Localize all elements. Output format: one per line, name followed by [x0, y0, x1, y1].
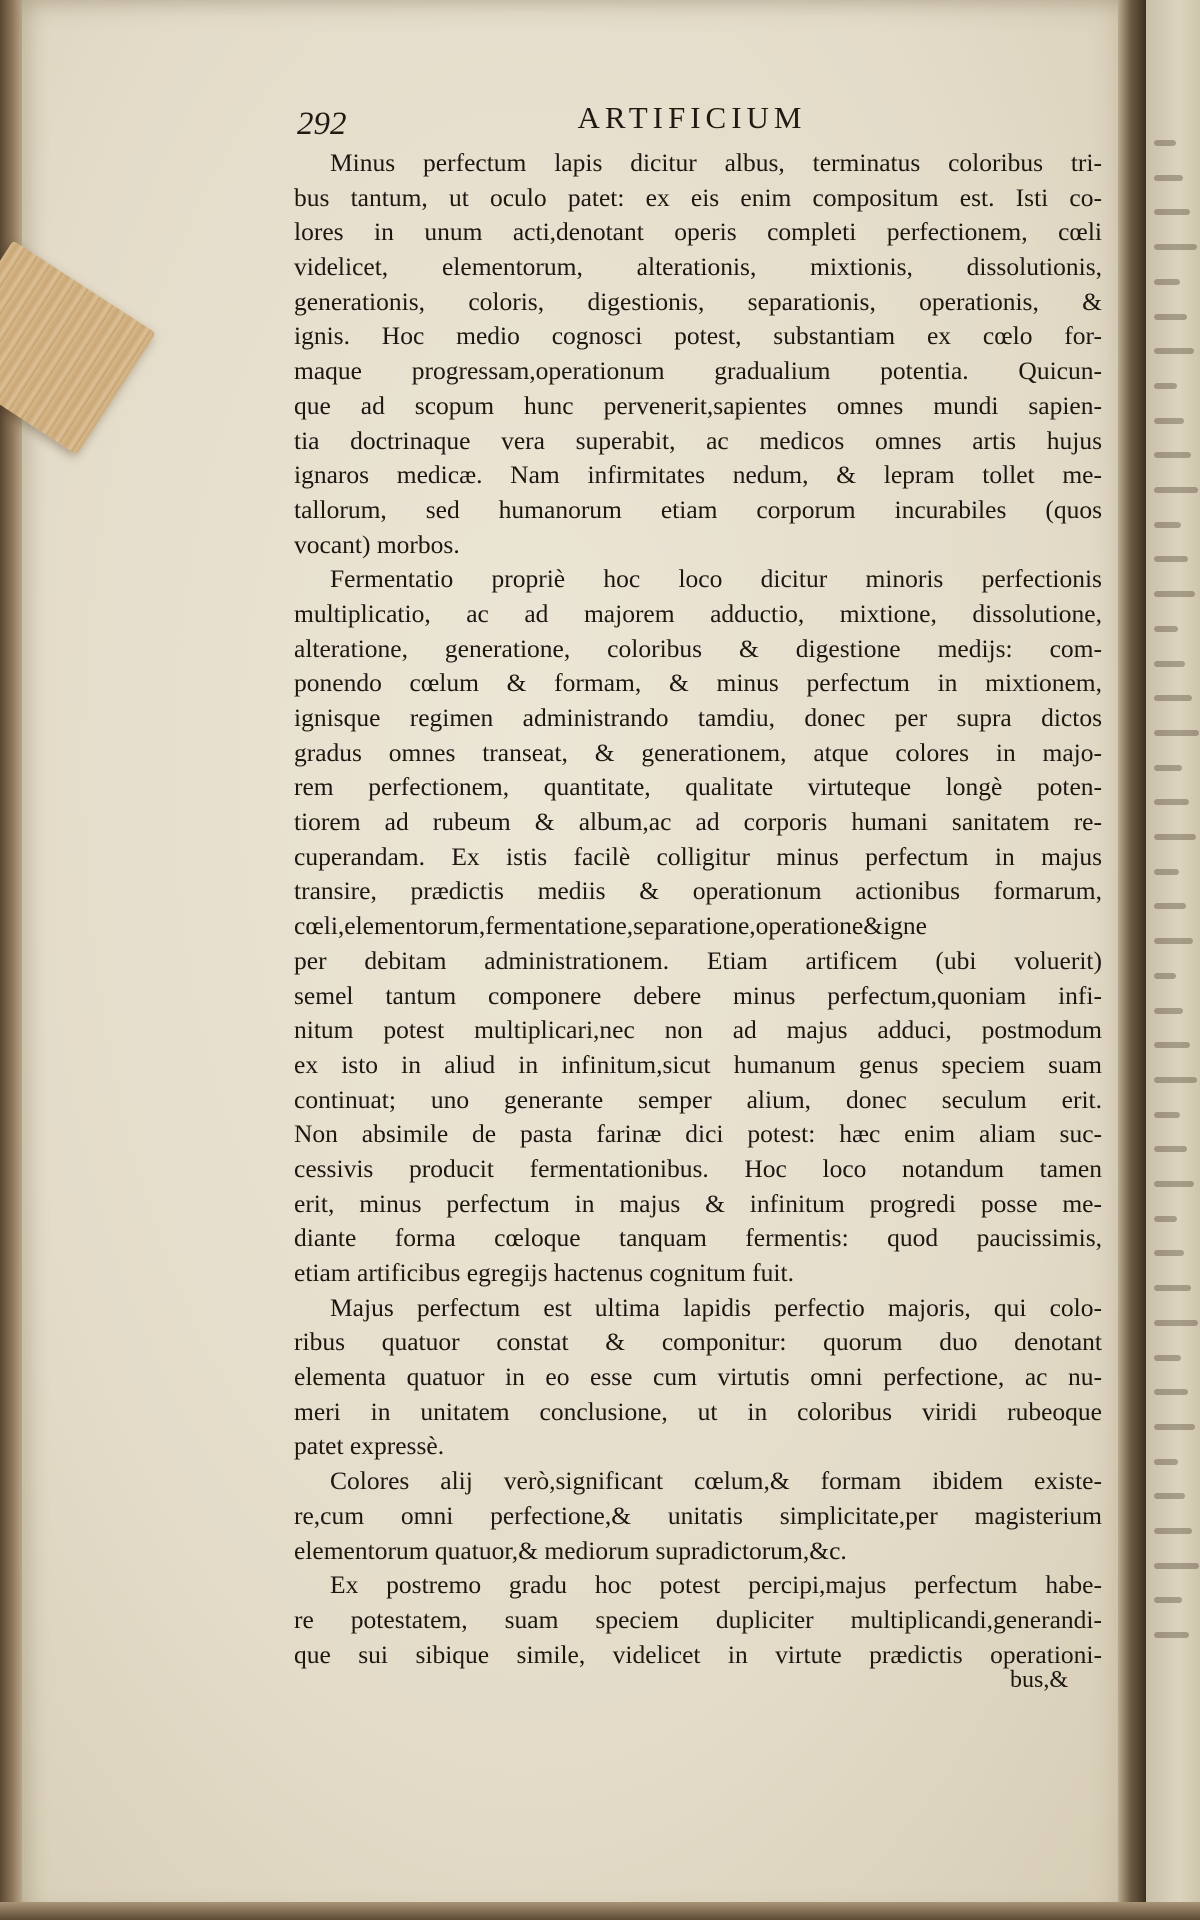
text-line: patet expressè.	[294, 1431, 445, 1461]
facing-page-text-fragment	[1154, 1285, 1191, 1291]
text-line: vocant) morbos.	[294, 529, 460, 559]
facing-page-text-fragment	[1154, 1597, 1182, 1603]
text-line: transire, prædictis mediis & operationum actionibus formarum,	[294, 876, 1102, 906]
text-line: lores in unum acti,denotant operis completi perfectionem, cœli	[294, 217, 1102, 247]
book-bottom-edge	[0, 1902, 1200, 1920]
text-line: tallorum, sed humanorum etiam corporum incurabiles (quos	[294, 494, 1102, 524]
text-line: per debitam administrationem. Etiam artificem (ubi voluerit)	[294, 945, 1102, 975]
text-line: ex isto in aliud in infinitum,sicut humanum genus speciem suam	[294, 1049, 1102, 1079]
text-line: ponendo cœlum & formam, & minus perfectum in mixtionem,	[294, 668, 1102, 698]
facing-page-text-fragment	[1154, 1112, 1180, 1118]
facing-page-text-fragment	[1154, 244, 1197, 250]
text-line: rem perfectionem, quantitate, qualitate virtuteque longè poten-	[294, 772, 1102, 802]
facing-page-text-fragment	[1154, 175, 1183, 181]
text-line: semel tantum componere debere minus perfectum,quoniam infi-	[294, 980, 1102, 1010]
text-line: Minus perfectum lapis dicitur albus, terminatus coloribus tri-	[330, 148, 1102, 177]
facing-page-text-fragment	[1154, 1216, 1177, 1222]
text-line: que ad scopum hunc pervenerit,sapientes omnes mundi sapien-	[294, 390, 1102, 420]
facing-page-text-fragment	[1154, 799, 1189, 805]
text-line: cœli,elementorum,fermentatione,separatione,operatione&igne	[294, 911, 927, 941]
text-line: multiplicatio, ac ad majorem adductio, mixtione, dissolutione,	[294, 598, 1102, 628]
text-line: meri in unitatem conclusione, ut in coloribus viridi rubeoque	[294, 1396, 1102, 1426]
text-line: nitum potest multiplicari,nec non ad majus adduci, postmodum	[294, 1015, 1102, 1045]
facing-page-text-fragment	[1154, 1632, 1189, 1638]
facing-page-text-fragment	[1154, 661, 1185, 667]
text-line: gradus omnes transeat, & generationem, atque colores in majo-	[294, 737, 1102, 767]
text-line: elementorum quatuor,& mediorum supradictorum,&c.	[294, 1535, 847, 1565]
text-line: elementa quatuor in eo esse cum virtutis omni perfectione, ac nu-	[294, 1362, 1102, 1392]
text-line: cuperandam. Ex istis facilè colligitur minus perfectum in majus	[294, 841, 1102, 871]
text-line: tia doctrinaque vera superabit, ac medicos omnes artis hujus	[294, 425, 1102, 455]
text-line: re,cum omni perfectione,& unitatis simplicitate,per magisterium	[294, 1500, 1102, 1530]
text-line: videlicet, elementorum, alterationis, mixtionis, dissolutionis,	[294, 252, 1102, 282]
facing-page-text-fragment	[1154, 1042, 1190, 1048]
text-line: alteratione, generatione, coloribus & digestione medijs: com-	[294, 633, 1102, 663]
running-title: ARTIFICIUM	[577, 100, 807, 135]
facing-page-text-fragment	[1154, 869, 1179, 875]
body-text	[294, 146, 1102, 1672]
facing-page-text-fragment	[1154, 140, 1176, 146]
facing-page-text-fragment	[1154, 1493, 1185, 1499]
text-line: bus tantum, ut oculo patet: ex eis enim compositum est. Isti co-	[294, 182, 1102, 212]
page-number: 292	[297, 106, 347, 142]
text-line: generationis, coloris, digestionis, separationis, operationis, &	[294, 286, 1102, 316]
facing-page-text-fragment	[1154, 730, 1199, 736]
book-gutter	[1118, 0, 1146, 1920]
facing-page-text-fragment	[1154, 1077, 1197, 1083]
facing-page-text-fragment	[1154, 765, 1182, 771]
facing-page-text-fragment	[1154, 626, 1178, 632]
text-line: re potestatem, suam speciem dupliciter multiplicandi,generandi-	[294, 1604, 1102, 1634]
facing-page-text-fragment	[1154, 418, 1184, 424]
facing-page-text-fragment	[1154, 903, 1186, 909]
text-line: Fermentatio propriè hoc loco dicitur minoris perfectionis	[330, 564, 1102, 594]
facing-page-text-fragment	[1154, 1181, 1194, 1187]
text-line: ignis. Hoc medio cognosci potest, substantiam ex cœlo for-	[294, 321, 1102, 351]
facing-page-text-fragment	[1154, 1008, 1183, 1014]
facing-page-text-fragment	[1154, 591, 1195, 597]
text-line: Non absimile de pasta farinæ dici potest: hæc enim aliam suc-	[294, 1119, 1102, 1149]
facing-page-text-fragment	[1154, 279, 1180, 285]
facing-page-text-fragment	[1154, 487, 1198, 493]
text-line: cessivis producit fermentationibus. Hoc loco notandum tamen	[294, 1153, 1102, 1183]
text-line: maque progressam,operationum gradualium potentia. Quicun-	[294, 356, 1102, 386]
page-header	[297, 100, 1087, 148]
facing-page-text-fragment	[1154, 834, 1196, 840]
facing-page-text-fragment	[1154, 314, 1187, 320]
facing-page-text-fragment	[1154, 1320, 1198, 1326]
facing-page-text-fragment	[1154, 1459, 1178, 1465]
facing-page-text-fragment	[1154, 1563, 1199, 1569]
text-line: Ex postremo gradu hoc potest percipi,majus perfectum habe-	[330, 1570, 1102, 1600]
text-line: ribus quatuor constat & componitur: quorum duo denotant	[294, 1327, 1102, 1357]
facing-page-edge	[1146, 0, 1200, 1920]
facing-page-text-fragment	[1154, 383, 1177, 389]
text-line: etiam artificibus egregijs hactenus cognitum fuit.	[294, 1258, 794, 1287]
facing-page-text-fragment	[1154, 1528, 1192, 1534]
facing-page-text-fragment	[1154, 973, 1176, 979]
facing-page-text-fragment	[1154, 1389, 1188, 1395]
text-line: que sui sibique simile, videlicet in virtute prædictis operationi-	[294, 1639, 1102, 1669]
facing-page-text-fragment	[1154, 556, 1188, 562]
text-line: ignaros medicæ. Nam infirmitates nedum, & lepram tollet me-	[294, 460, 1102, 490]
catchword: bus,&	[1010, 1667, 1069, 1693]
facing-page-text-fragment	[1154, 209, 1190, 215]
text-line: continuat; uno generante semper alium, donec seculum erit.	[294, 1084, 1102, 1114]
text-line: tiorem ad rubeum & album,ac ad corporis humani sanitatem re-	[294, 807, 1102, 837]
facing-page-text-fragment	[1154, 1355, 1181, 1361]
text-line: erit, minus perfectum in majus & infinitum progredi posse me-	[294, 1188, 1102, 1218]
facing-page-text-fragment	[1154, 1424, 1195, 1430]
facing-page-text-fragment	[1154, 348, 1194, 354]
text-line: diante forma cœloque tanquam fermentis: quod paucissimis,	[294, 1223, 1102, 1253]
text-line: Majus perfectum est ultima lapidis perfectio majoris, qui colo-	[330, 1292, 1102, 1322]
facing-page-text-fragment	[1154, 1146, 1187, 1152]
facing-page-text-fragment	[1154, 452, 1191, 458]
facing-page-text-fragment	[1154, 938, 1193, 944]
text-line: ignisque regimen administrando tamdiu, donec per supra dictos	[294, 703, 1102, 732]
facing-page-text-fragment	[1154, 695, 1192, 701]
facing-page-text-fragment	[1154, 1250, 1184, 1256]
text-line: Colores alij verò,significant cœlum,& formam ibidem existe-	[330, 1466, 1102, 1496]
facing-page-text-fragment	[1154, 522, 1181, 528]
